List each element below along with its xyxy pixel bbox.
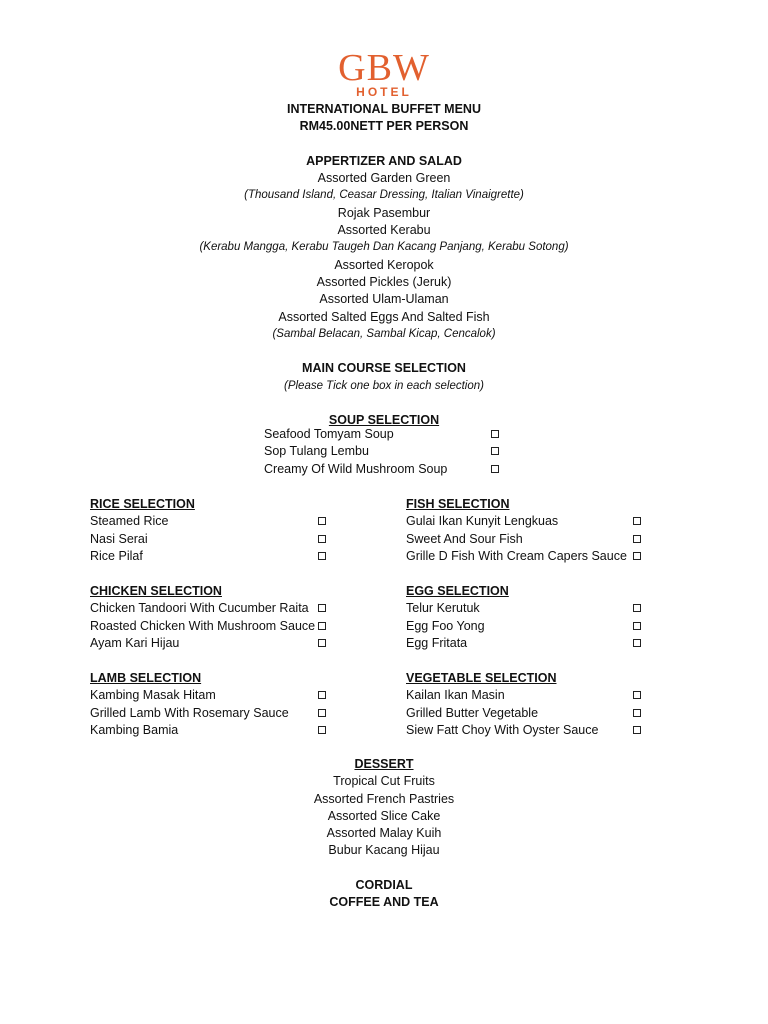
- appetizer-item: Assorted Salted Eggs And Salted Fish: [278, 309, 490, 324]
- egg-heading: EGG SELECTION: [406, 584, 509, 598]
- appetizer-item: Assorted Kerabu: [337, 223, 431, 238]
- appetizer-item: (Thousand Island, Ceasar Dressing, Italian Vinaigrette): [244, 189, 524, 202]
- vegetable-heading: VEGETABLE SELECTION: [406, 671, 557, 685]
- appetizer-item: (Kerabu Mangga, Kerabu Taugeh Dan Kacang Panjang, Kerabu Sotong): [199, 241, 569, 254]
- appetizer-item: Rojak Pasembur: [337, 205, 431, 220]
- chicken-option-label: Chicken Tandoori With Cucumber Raita: [90, 601, 309, 616]
- checkbox[interactable]: [318, 622, 326, 630]
- dessert-heading: DESSERT: [354, 757, 414, 771]
- fish-option-label: Sweet And Sour Fish: [406, 531, 523, 546]
- appetizer-item: Assorted Pickles (Jeruk): [316, 274, 452, 289]
- dessert-item: Bubur Kacang Hijau: [328, 843, 440, 858]
- logo-sub-text: HOTEL: [356, 85, 412, 99]
- appetizer-item: Assorted Keropok: [334, 257, 434, 272]
- rice-heading: RICE SELECTION: [90, 497, 195, 511]
- dessert-item: Assorted Slice Cake: [327, 808, 441, 823]
- fish-option-label: Gulai Ikan Kunyit Lengkuas: [406, 514, 559, 529]
- checkbox[interactable]: [633, 639, 641, 647]
- checkbox[interactable]: [491, 465, 499, 473]
- main-course-note: (Please Tick one box in each selection): [284, 379, 484, 392]
- rice-option-label: Nasi Serai: [90, 531, 148, 546]
- checkbox[interactable]: [318, 709, 326, 717]
- checkbox[interactable]: [491, 447, 499, 455]
- main-course-heading: MAIN COURSE SELECTION: [302, 361, 466, 376]
- soup-option-label: Sop Tulang Lembu: [264, 444, 369, 459]
- egg-option-label: Egg Fritata: [406, 635, 468, 650]
- checkbox[interactable]: [491, 430, 499, 438]
- menu-title: INTERNATIONAL BUFFET MENU: [287, 102, 481, 116]
- appetizer-item: Assorted Garden Green: [317, 171, 451, 186]
- checkbox[interactable]: [633, 535, 641, 543]
- appetizer-item: Assorted Ulam-Ulaman: [319, 292, 449, 307]
- checkbox[interactable]: [633, 691, 641, 699]
- dessert-block: [0, 756, 768, 912]
- chicken-option-label: Ayam Kari Hijau: [90, 635, 180, 650]
- rice-option-label: Rice Pilaf: [90, 548, 143, 563]
- checkbox[interactable]: [318, 691, 326, 699]
- lamb-option-label: Grilled Lamb With Rosemary Sauce: [90, 705, 289, 720]
- rice-option-label: Steamed Rice: [90, 514, 169, 529]
- checkbox[interactable]: [318, 726, 326, 734]
- soup-option: [0, 426, 768, 443]
- logo-main-text: GBW: [338, 47, 430, 89]
- checkbox[interactable]: [633, 622, 641, 630]
- menu-price: RM45.00NETT PER PERSON: [299, 119, 469, 134]
- cordial-label: CORDIAL: [355, 878, 413, 893]
- checkbox[interactable]: [633, 552, 641, 560]
- menu-header: [0, 101, 768, 430]
- soup-heading: SOUP SELECTION: [328, 413, 440, 428]
- fish-heading: FISH SELECTION: [406, 497, 510, 511]
- dessert-item: Assorted French Pastries: [313, 791, 455, 806]
- dessert-list: [0, 773, 768, 859]
- soup-option-label: Creamy Of Wild Mushroom Soup: [264, 461, 448, 476]
- checkbox[interactable]: [318, 517, 326, 525]
- egg-option-label: Egg Foo Yong: [406, 618, 485, 633]
- soup-option: [0, 443, 768, 460]
- checkbox[interactable]: [318, 639, 326, 647]
- vegetable-option-label: Siew Fatt Choy With Oyster Sauce: [406, 722, 599, 737]
- dessert-item: Assorted Malay Kuih: [326, 826, 442, 841]
- soup-option-label: Seafood Tomyam Soup: [264, 427, 394, 441]
- checkbox[interactable]: [633, 726, 641, 734]
- checkbox[interactable]: [318, 604, 326, 612]
- chicken-heading: CHICKEN SELECTION: [90, 584, 222, 598]
- chicken-option-label: Roasted Chicken With Mushroom Sauce: [90, 618, 316, 633]
- appetizer-item: (Sambal Belacan, Sambal Kicap, Cencalok): [272, 327, 496, 340]
- fish-option-label: Grille D Fish With Cream Capers Sauce: [406, 548, 627, 563]
- soup-option: [0, 461, 768, 478]
- coffee-tea-label: COFFEE AND TEA: [329, 895, 439, 910]
- lamb-option-label: Kambing Masak Hitam: [90, 688, 216, 703]
- checkbox[interactable]: [633, 709, 641, 717]
- vegetable-option-label: Grilled Butter Vegetable: [406, 705, 539, 720]
- appetizer-heading: APPERTIZER AND SALAD: [306, 153, 462, 168]
- appetizer-list: [0, 170, 768, 343]
- checkbox[interactable]: [318, 552, 326, 560]
- vegetable-option-label: Kailan Ikan Masin: [406, 688, 505, 703]
- lamb-heading: LAMB SELECTION: [90, 671, 202, 685]
- hotel-logo: [0, 47, 768, 99]
- lamb-option-label: Kambing Bamia: [90, 722, 179, 737]
- checkbox[interactable]: [318, 535, 326, 543]
- egg-option-label: Telur Kerutuk: [406, 601, 480, 616]
- checkbox[interactable]: [633, 517, 641, 525]
- checkbox[interactable]: [633, 604, 641, 612]
- dessert-item: Tropical Cut Fruits: [333, 774, 435, 789]
